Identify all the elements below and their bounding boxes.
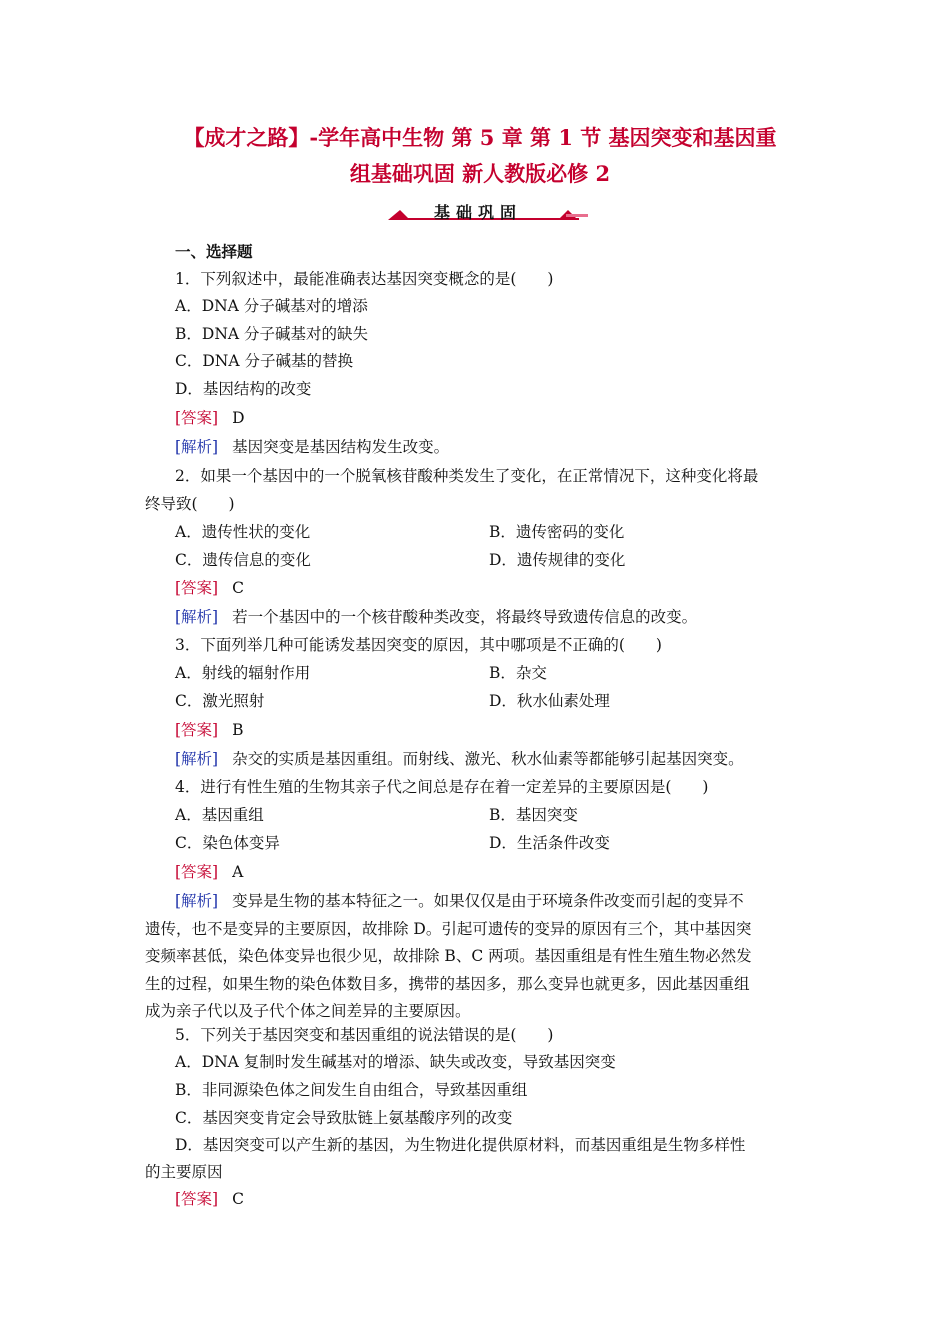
document-title-line-1: 【成才之路】-学年高中生物 第 5 章 第 1 节 基因突变和基因重 xyxy=(183,125,777,150)
q4-option-d: D．生活条件改变 xyxy=(489,834,610,852)
document-title-line-2: 组基础巩固 新人教版必修 2 xyxy=(349,161,611,186)
q3-option-d: D．秋水仙素处理 xyxy=(489,692,610,710)
answer-value: C xyxy=(232,579,244,597)
q1-stem: 1．下列叙述中，最能准确表达基因突变概念的是( ) xyxy=(175,270,554,288)
analysis-tag: [解析] xyxy=(175,750,219,768)
q2-stem-line-2: 终导致( ) xyxy=(145,495,235,513)
answer-tag: [答案] xyxy=(175,1190,219,1208)
q1-answer xyxy=(175,408,245,428)
banner-label: 基础巩固 xyxy=(433,203,522,222)
analysis-tag: [解析] xyxy=(175,608,219,626)
q2-stem-line-1: 2．如果一个基因中的一个脱氧核苷酸种类发生了变化，在正常情况下，这种变化将最 xyxy=(175,467,759,485)
q4-analysis-line-3: 变频率甚低，染色体变异也很少见，故排除 B、C 两项。基因重组是有性生殖生物必然发 xyxy=(145,947,752,965)
q1-option-a: A．DNA 分子碱基对的增添 xyxy=(175,297,368,315)
q4-analysis-line-5: 成为亲子代以及子代个体之间差异的主要原因。 xyxy=(145,1002,471,1020)
q1-analysis xyxy=(175,437,449,457)
analysis-tag: [解析] xyxy=(175,892,219,910)
q3-option-c: C．激光照射 xyxy=(175,692,265,710)
answer-tag: [答案] xyxy=(175,579,219,597)
q2-option-d: D．遗传规律的变化 xyxy=(489,551,626,569)
answer-tag: [答案] xyxy=(175,409,219,427)
q4-stem: 4．进行有性生殖的生物其亲子代之间总是存在着一定差异的主要原因是( ) xyxy=(175,778,709,796)
analysis-text: 杂交的实质是基因重组。而射线、激光、秋水仙素等都能够引起基因突变。 xyxy=(232,750,744,768)
analysis-text: 基因突变是基因结构发生改变。 xyxy=(232,438,450,456)
q5-option-c: C．基因突变肯定会导致肽链上氨基酸序列的改变 xyxy=(175,1109,513,1127)
answer-value: B xyxy=(232,721,244,739)
q2-analysis xyxy=(175,607,697,627)
q1-option-d: D．基因结构的改变 xyxy=(175,380,312,398)
q4-answer xyxy=(175,862,243,882)
q5-option-b: B．非同源染色体之间发生自由组合，导致基因重组 xyxy=(175,1081,528,1099)
q4-option-b: B．基因突变 xyxy=(489,806,578,824)
q5-answer xyxy=(175,1189,244,1209)
q4-option-a: A．基因重组 xyxy=(175,806,264,824)
q4-option-c: C．染色体变异 xyxy=(175,834,280,852)
q5-option-a: A．DNA 复制时发生碱基对的增添、缺失或改变，导致基因突变 xyxy=(175,1053,616,1071)
analysis-text: 若一个基因中的一个核苷酸种类改变，将最终导致遗传信息的改变。 xyxy=(232,608,698,626)
q3-option-a: A．射线的辐射作用 xyxy=(175,664,311,682)
q3-answer xyxy=(175,720,244,740)
q4-analysis-line-4: 生的过程，如果生物的染色体数目多，携带的基因多，那么变异也就更多，因此基因重组 xyxy=(145,975,750,993)
section-banner xyxy=(388,198,590,228)
q2-option-a: A．遗传性状的变化 xyxy=(175,523,311,541)
q2-option-c: C．遗传信息的变化 xyxy=(175,551,311,569)
q5-stem: 5．下列关于基因突变和基因重组的说法错误的是( ) xyxy=(175,1026,554,1044)
q5-option-d-line-2: 的主要原因 xyxy=(145,1163,223,1181)
q5-option-d-line-1: D．基因突变可以产生新的基因，为生物进化提供原材料，而基因重组是生物多样性 xyxy=(175,1136,746,1154)
q1-option-b: B．DNA 分子碱基对的缺失 xyxy=(175,325,369,343)
q4-analysis-line-1 xyxy=(175,891,744,911)
q4-analysis-line-2: 遗传，也不是变异的主要原因，故排除 D。引起可遗传的变异的原因有三个，其中基因突 xyxy=(145,920,752,938)
answer-value: D xyxy=(232,409,245,427)
section-heading: 一、选择题 xyxy=(175,242,253,261)
analysis-text: 变异是生物的基本特征之一。如果仅仅是由于环境条件改变而引起的变异不 xyxy=(232,892,744,910)
answer-value: C xyxy=(232,1190,244,1208)
q3-analysis xyxy=(175,749,744,769)
analysis-tag: [解析] xyxy=(175,438,219,456)
answer-value: A xyxy=(232,863,244,881)
q1-option-c: C．DNA 分子碱基的替换 xyxy=(175,352,353,370)
q3-stem: 3．下面列举几种可能诱发基因突变的原因，其中哪项是不正确的( ) xyxy=(175,636,662,654)
answer-tag: [答案] xyxy=(175,863,219,881)
q3-option-b: B．杂交 xyxy=(489,664,547,682)
q2-option-b: B．遗传密码的变化 xyxy=(489,523,625,541)
q2-answer xyxy=(175,578,244,598)
answer-tag: [答案] xyxy=(175,721,219,739)
